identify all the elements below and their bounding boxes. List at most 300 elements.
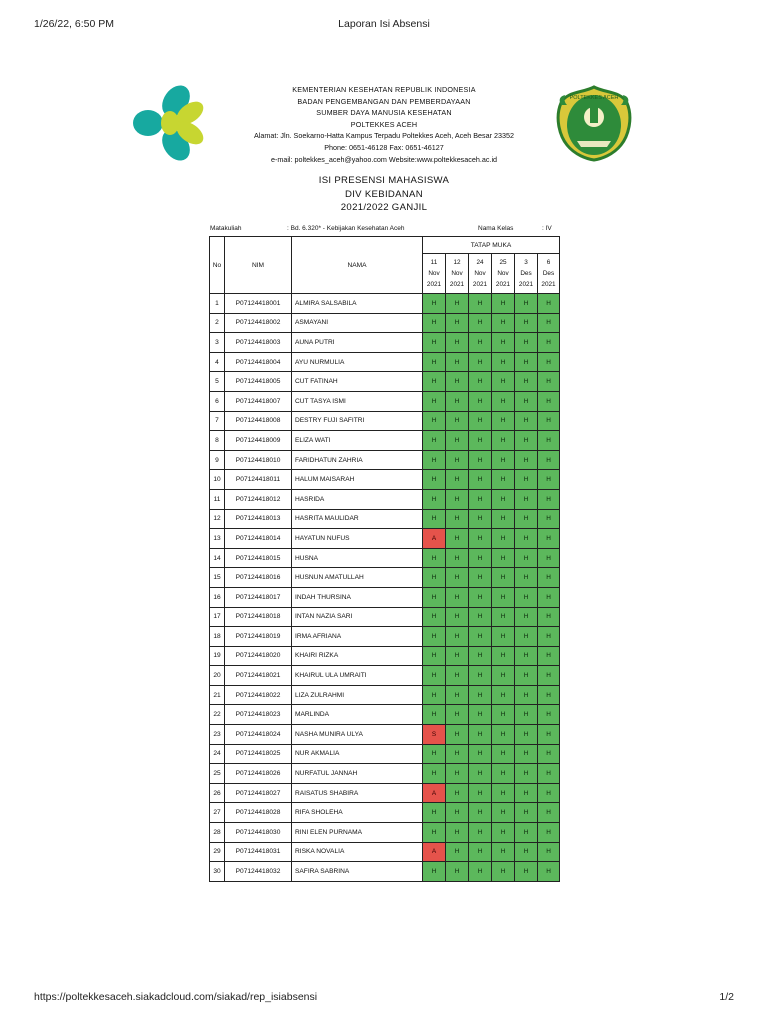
attendance-status-cell: H — [515, 666, 538, 686]
attendance-status-cell: S — [423, 725, 446, 745]
attendance-status-cell: H — [446, 783, 469, 803]
row-no: 6 — [210, 391, 225, 411]
date-header-m: Nov — [497, 270, 509, 277]
date-header — [423, 254, 446, 294]
attendance-status-cell: H — [446, 607, 469, 627]
attendance-status-cell: H — [538, 587, 560, 607]
date-header-d: 25 — [499, 259, 507, 266]
print-page-number: 1/2 — [719, 991, 734, 1003]
institution-address: Alamat: Jln. Soekarno-Hatta Kampus Terpadu Poltekkes Aceh, Aceh Besar 23352 — [254, 131, 514, 141]
attendance-status-cell: H — [492, 627, 515, 647]
row-nama: RAISATUS SHABIRA — [292, 783, 423, 803]
attendance-status-cell: H — [492, 803, 515, 823]
row-nim: P07124418007 — [225, 391, 292, 411]
attendance-status-cell: H — [469, 666, 492, 686]
row-nama: AUNA PUTRI — [292, 333, 423, 353]
row-no: 19 — [210, 646, 225, 666]
attendance-status-cell: H — [538, 470, 560, 490]
attendance-status-cell: H — [492, 823, 515, 843]
attendance-status-cell: H — [423, 391, 446, 411]
attendance-status-cell: H — [423, 450, 446, 470]
attendance-status-cell: H — [423, 803, 446, 823]
table-row — [210, 509, 560, 529]
row-no: 25 — [210, 764, 225, 784]
row-no: 11 — [210, 489, 225, 509]
attendance-status-cell: H — [538, 725, 560, 745]
attendance-status-cell: H — [515, 705, 538, 725]
attendance-status-cell: H — [515, 470, 538, 490]
attendance-status-cell: H — [446, 529, 469, 549]
row-nim: P07124418019 — [225, 627, 292, 647]
attendance-status-cell: H — [515, 783, 538, 803]
row-no: 13 — [210, 529, 225, 549]
attendance-status-cell: H — [515, 587, 538, 607]
poltekkes-aceh-logo — [553, 83, 635, 163]
attendance-status-cell: H — [446, 372, 469, 392]
course-value: : Bd. 6.320* - Kebijakan Kesehatan Aceh — [287, 225, 405, 232]
attendance-status-cell: H — [515, 568, 538, 588]
row-nim: P07124418027 — [225, 783, 292, 803]
row-nim: P07124418022 — [225, 685, 292, 705]
table-row — [210, 529, 560, 549]
attendance-status-cell: H — [538, 823, 560, 843]
attendance-status-cell: H — [538, 685, 560, 705]
attendance-status-cell: H — [538, 627, 560, 647]
row-nama: ALMIRA SALSABILA — [292, 294, 423, 314]
attendance-status-cell: H — [538, 333, 560, 353]
attendance-status-cell: H — [538, 607, 560, 627]
row-no: 18 — [210, 627, 225, 647]
row-nama: SAFIRA SABRINA — [292, 862, 423, 882]
attendance-status-cell: H — [515, 372, 538, 392]
attendance-status-cell: H — [515, 294, 538, 314]
attendance-status-cell: H — [446, 470, 469, 490]
attendance-status-cell: H — [538, 411, 560, 431]
attendance-status-cell: H — [446, 450, 469, 470]
attendance-status-cell: H — [469, 372, 492, 392]
attendance-status-cell: H — [492, 431, 515, 451]
date-header — [446, 254, 469, 294]
attendance-status-cell: A — [423, 529, 446, 549]
attendance-status-cell: H — [423, 548, 446, 568]
attendance-status-cell: H — [515, 646, 538, 666]
attendance-status-cell: H — [492, 842, 515, 862]
attendance-status-cell: H — [423, 568, 446, 588]
attendance-status-cell: H — [492, 764, 515, 784]
attendance-status-cell: H — [446, 333, 469, 353]
date-header-d: 6 — [546, 259, 551, 266]
table-row — [210, 352, 560, 372]
attendance-status-cell: H — [492, 450, 515, 470]
attendance-status-cell: H — [469, 842, 492, 862]
attendance-status-cell: H — [469, 862, 492, 882]
attendance-status-cell: H — [515, 333, 538, 353]
attendance-status-cell: H — [492, 607, 515, 627]
attendance-status-cell: H — [469, 725, 492, 745]
row-no: 27 — [210, 803, 225, 823]
attendance-status-cell: H — [492, 548, 515, 568]
date-header-y: 2021 — [541, 281, 556, 288]
attendance-status-cell: H — [492, 666, 515, 686]
report-title: ISI PRESENSI MAHASISWA — [318, 175, 450, 186]
attendance-status-cell: H — [515, 352, 538, 372]
attendance-status-cell: H — [492, 294, 515, 314]
attendance-status-cell: H — [446, 685, 469, 705]
date-header-m: Nov — [451, 270, 463, 277]
row-nama: LIZA ZULRAHMI — [292, 685, 423, 705]
attendance-status-cell: H — [538, 862, 560, 882]
attendance-status-cell: H — [469, 509, 492, 529]
attendance-status-cell: H — [492, 646, 515, 666]
date-header-y: 2021 — [472, 281, 488, 288]
date-header-y: 2021 — [426, 281, 442, 288]
table-row — [210, 548, 560, 568]
row-nim: P07124418010 — [225, 450, 292, 470]
attendance-status-cell: H — [515, 411, 538, 431]
row-nama: RIFA SHOLEHA — [292, 803, 423, 823]
date-header-m: Des — [520, 270, 532, 277]
table-row — [210, 431, 560, 451]
row-no: 4 — [210, 352, 225, 372]
attendance-status-cell: H — [423, 666, 446, 686]
row-nim: P07124418005 — [225, 372, 292, 392]
attendance-status-cell: H — [492, 391, 515, 411]
row-no: 16 — [210, 587, 225, 607]
table-row — [210, 842, 560, 862]
attendance-status-cell: H — [515, 431, 538, 451]
column-header-tatap-muka: TATAP MUKA — [423, 237, 560, 254]
row-no: 17 — [210, 607, 225, 627]
attendance-status-cell: H — [423, 411, 446, 431]
attendance-status-cell: H — [515, 313, 538, 333]
row-nim: P07124418025 — [225, 744, 292, 764]
column-header-no: No — [210, 237, 225, 294]
attendance-status-cell: H — [469, 646, 492, 666]
date-header-y: 2021 — [495, 281, 511, 288]
row-nim: P07124418023 — [225, 705, 292, 725]
table-row — [210, 666, 560, 686]
row-nim: P07124418015 — [225, 548, 292, 568]
attendance-status-cell: H — [446, 764, 469, 784]
attendance-status-cell: H — [423, 470, 446, 490]
class-label: Nama Kelas — [478, 225, 514, 232]
attendance-status-cell: H — [469, 352, 492, 372]
row-no: 28 — [210, 823, 225, 843]
attendance-status-cell: H — [515, 607, 538, 627]
attendance-status-cell: H — [538, 509, 560, 529]
table-row — [210, 823, 560, 843]
attendance-status-cell: H — [446, 627, 469, 647]
institution-line1: KEMENTERIAN KESEHATAN REPUBLIK INDONESIA — [292, 85, 476, 94]
attendance-status-cell: H — [538, 842, 560, 862]
row-nim: P07124418004 — [225, 352, 292, 372]
attendance-status-cell: H — [423, 823, 446, 843]
attendance-table — [209, 236, 560, 882]
date-header — [515, 254, 538, 294]
attendance-status-cell: H — [423, 627, 446, 647]
attendance-status-cell: H — [423, 294, 446, 314]
attendance-status-cell: H — [492, 725, 515, 745]
row-no: 23 — [210, 725, 225, 745]
row-no: 14 — [210, 548, 225, 568]
table-row — [210, 783, 560, 803]
attendance-status-cell: H — [469, 411, 492, 431]
row-nim: P07124418024 — [225, 725, 292, 745]
attendance-status-cell: H — [469, 548, 492, 568]
attendance-status-cell: H — [446, 744, 469, 764]
attendance-status-cell: H — [492, 685, 515, 705]
row-nama: ELIZA WATI — [292, 431, 423, 451]
attendance-status-cell: H — [469, 685, 492, 705]
attendance-status-cell: H — [469, 627, 492, 647]
attendance-status-cell: H — [515, 509, 538, 529]
attendance-status-cell: H — [538, 294, 560, 314]
row-no: 9 — [210, 450, 225, 470]
row-nama: NURFATUL JANNAH — [292, 764, 423, 784]
row-nim: P07124418001 — [225, 294, 292, 314]
attendance-status-cell: H — [515, 450, 538, 470]
attendance-status-cell: H — [446, 391, 469, 411]
attendance-status-cell: H — [446, 646, 469, 666]
attendance-status-cell: H — [446, 666, 469, 686]
row-nama: CUT TASYA ISMI — [292, 391, 423, 411]
row-nama: CUT FATINAH — [292, 372, 423, 392]
attendance-status-cell: H — [515, 823, 538, 843]
attendance-status-cell: H — [538, 391, 560, 411]
attendance-status-cell: H — [515, 548, 538, 568]
row-nim: P07124418012 — [225, 489, 292, 509]
row-nim: P07124418018 — [225, 607, 292, 627]
row-nim: P07124418030 — [225, 823, 292, 843]
date-header — [492, 254, 515, 294]
row-nama: RISKA NOVALIA — [292, 842, 423, 862]
print-url: https://poltekkesaceh.siakadcloud.com/siakad/rep_isiabsensi — [34, 991, 318, 1003]
attendance-status-cell: H — [538, 352, 560, 372]
attendance-status-cell: H — [423, 431, 446, 451]
attendance-status-cell: H — [423, 744, 446, 764]
row-nim: P07124418011 — [225, 470, 292, 490]
print-datetime: 1/26/22, 6:50 PM — [34, 18, 114, 30]
attendance-status-cell: H — [446, 862, 469, 882]
report-program: DIV KEBIDANAN — [344, 188, 423, 200]
table-row — [210, 725, 560, 745]
table-row — [210, 705, 560, 725]
attendance-status-cell: H — [538, 568, 560, 588]
attendance-status-cell: H — [492, 489, 515, 509]
table-row — [210, 411, 560, 431]
attendance-status-cell: H — [446, 823, 469, 843]
attendance-status-cell: H — [423, 685, 446, 705]
attendance-status-cell: H — [446, 294, 469, 314]
attendance-status-cell: H — [423, 764, 446, 784]
table-row — [210, 607, 560, 627]
row-no: 1 — [210, 294, 225, 314]
attendance-status-cell: H — [469, 391, 492, 411]
row-nama: HAYATUN NUFUS — [292, 529, 423, 549]
attendance-status-cell: H — [492, 744, 515, 764]
row-nim: P07124418017 — [225, 587, 292, 607]
table-row — [210, 685, 560, 705]
attendance-status-cell: H — [423, 509, 446, 529]
attendance-status-cell: H — [538, 489, 560, 509]
institution-line3: SUMBER DAYA MANUSIA KESEHATAN — [316, 108, 452, 118]
report-title-block — [222, 174, 546, 215]
attendance-status-cell: H — [492, 333, 515, 353]
attendance-status-cell: H — [538, 372, 560, 392]
row-nama: MARLINDA — [292, 705, 423, 725]
row-no: 21 — [210, 685, 225, 705]
attendance-status-cell: H — [446, 431, 469, 451]
table-row — [210, 333, 560, 353]
table-row — [210, 627, 560, 647]
row-nim: P07124418013 — [225, 509, 292, 529]
row-nim: P07124418003 — [225, 333, 292, 353]
attendance-status-cell: H — [423, 352, 446, 372]
row-no: 12 — [210, 509, 225, 529]
row-nama: KHAIRI RIZKA — [292, 646, 423, 666]
attendance-status-cell: H — [469, 294, 492, 314]
row-no: 24 — [210, 744, 225, 764]
row-nama: HASRITA MAULIDAR — [292, 509, 423, 529]
column-header-nim: NIM — [225, 237, 292, 294]
print-header — [34, 18, 734, 32]
class-value: : IV — [542, 225, 552, 232]
row-no: 3 — [210, 333, 225, 353]
row-no: 29 — [210, 842, 225, 862]
table-row — [210, 587, 560, 607]
attendance-status-cell: A — [423, 842, 446, 862]
attendance-status-cell: H — [538, 450, 560, 470]
attendance-status-cell: H — [469, 489, 492, 509]
attendance-status-cell: H — [423, 862, 446, 882]
attendance-status-cell: H — [446, 705, 469, 725]
attendance-status-cell: H — [469, 823, 492, 843]
row-nim: P07124418028 — [225, 803, 292, 823]
row-no: 8 — [210, 431, 225, 451]
row-nama: AYU NURMULIA — [292, 352, 423, 372]
attendance-status-cell: H — [515, 862, 538, 882]
attendance-status-cell: H — [492, 862, 515, 882]
table-row — [210, 862, 560, 882]
date-header-y: 2021 — [449, 281, 465, 288]
table-row — [210, 470, 560, 490]
attendance-status-cell: H — [538, 313, 560, 333]
attendance-status-cell: H — [469, 568, 492, 588]
table-row — [210, 450, 560, 470]
attendance-status-cell: H — [492, 705, 515, 725]
attendance-status-cell: H — [492, 529, 515, 549]
row-no: 20 — [210, 666, 225, 686]
row-nama: FARIDHATUN ZAHRIA — [292, 450, 423, 470]
attendance-status-cell: H — [515, 764, 538, 784]
row-nama: KHAIRUL ULA UMRAITI — [292, 666, 423, 686]
date-header-y: 2021 — [518, 281, 534, 288]
attendance-status-cell: H — [469, 529, 492, 549]
attendance-status-cell: H — [515, 489, 538, 509]
row-nama: HASRIDA — [292, 489, 423, 509]
column-header-nama: NAMA — [292, 237, 423, 294]
table-row — [210, 391, 560, 411]
date-header — [538, 254, 560, 294]
date-header-m: Des — [542, 270, 555, 277]
row-no: 2 — [210, 313, 225, 333]
attendance-status-cell: H — [515, 391, 538, 411]
attendance-status-cell: H — [446, 411, 469, 431]
row-no: 5 — [210, 372, 225, 392]
attendance-status-cell: H — [469, 470, 492, 490]
row-no: 30 — [210, 862, 225, 882]
row-nama: RINI ELEN PURNAMA — [292, 823, 423, 843]
attendance-status-cell: H — [515, 744, 538, 764]
row-nim: P07124418014 — [225, 529, 292, 549]
attendance-status-cell: H — [538, 646, 560, 666]
table-row — [210, 568, 560, 588]
row-nim: P07124418002 — [225, 313, 292, 333]
row-no: 22 — [210, 705, 225, 725]
attendance-status-cell: H — [469, 803, 492, 823]
attendance-status-cell: H — [492, 587, 515, 607]
row-nama: HUSNUN AMATULLAH — [292, 568, 423, 588]
attendance-status-cell: H — [469, 783, 492, 803]
attendance-status-cell: H — [446, 509, 469, 529]
row-no: 15 — [210, 568, 225, 588]
attendance-status-cell: H — [469, 587, 492, 607]
table-row — [210, 764, 560, 784]
attendance-status-cell: H — [446, 568, 469, 588]
attendance-status-cell: H — [469, 431, 492, 451]
table-row — [210, 294, 560, 314]
attendance-status-cell: H — [469, 333, 492, 353]
attendance-status-cell: H — [492, 352, 515, 372]
attendance-status-cell: H — [446, 489, 469, 509]
kementerian-kesehatan-logo — [132, 83, 212, 163]
attendance-status-cell: H — [515, 842, 538, 862]
attendance-status-cell: H — [423, 705, 446, 725]
row-nama: INTAN NAZIA SARI — [292, 607, 423, 627]
row-nim: P07124418032 — [225, 862, 292, 882]
attendance-status-cell: H — [492, 783, 515, 803]
row-nim: P07124418016 — [225, 568, 292, 588]
row-nim: P07124418031 — [225, 842, 292, 862]
row-nama: INDAH THURSINA — [292, 587, 423, 607]
attendance-status-cell: H — [538, 666, 560, 686]
attendance-status-cell: H — [538, 548, 560, 568]
attendance-status-cell: H — [446, 313, 469, 333]
attendance-status-cell: H — [538, 783, 560, 803]
attendance-status-cell: H — [538, 529, 560, 549]
institution-header — [222, 84, 546, 165]
date-header-d: 11 — [430, 259, 438, 266]
row-no: 10 — [210, 470, 225, 490]
attendance-status-cell: H — [492, 411, 515, 431]
attendance-status-cell: H — [423, 313, 446, 333]
row-nama: ASMAYANI — [292, 313, 423, 333]
date-header-m: Nov — [428, 270, 440, 277]
attendance-status-cell: H — [492, 313, 515, 333]
row-nama: NASHA MUNIRA ULYA — [292, 725, 423, 745]
row-nim: P07124418026 — [225, 764, 292, 784]
course-label: Matakuliah — [210, 225, 242, 232]
row-nim: P07124418020 — [225, 646, 292, 666]
row-nim: P07124418021 — [225, 666, 292, 686]
attendance-status-cell: H — [492, 372, 515, 392]
date-header-d: 3 — [524, 259, 528, 266]
row-nim: P07124418009 — [225, 431, 292, 451]
row-no: 26 — [210, 783, 225, 803]
attendance-status-cell: H — [423, 646, 446, 666]
table-row — [210, 646, 560, 666]
attendance-status-cell: H — [469, 313, 492, 333]
